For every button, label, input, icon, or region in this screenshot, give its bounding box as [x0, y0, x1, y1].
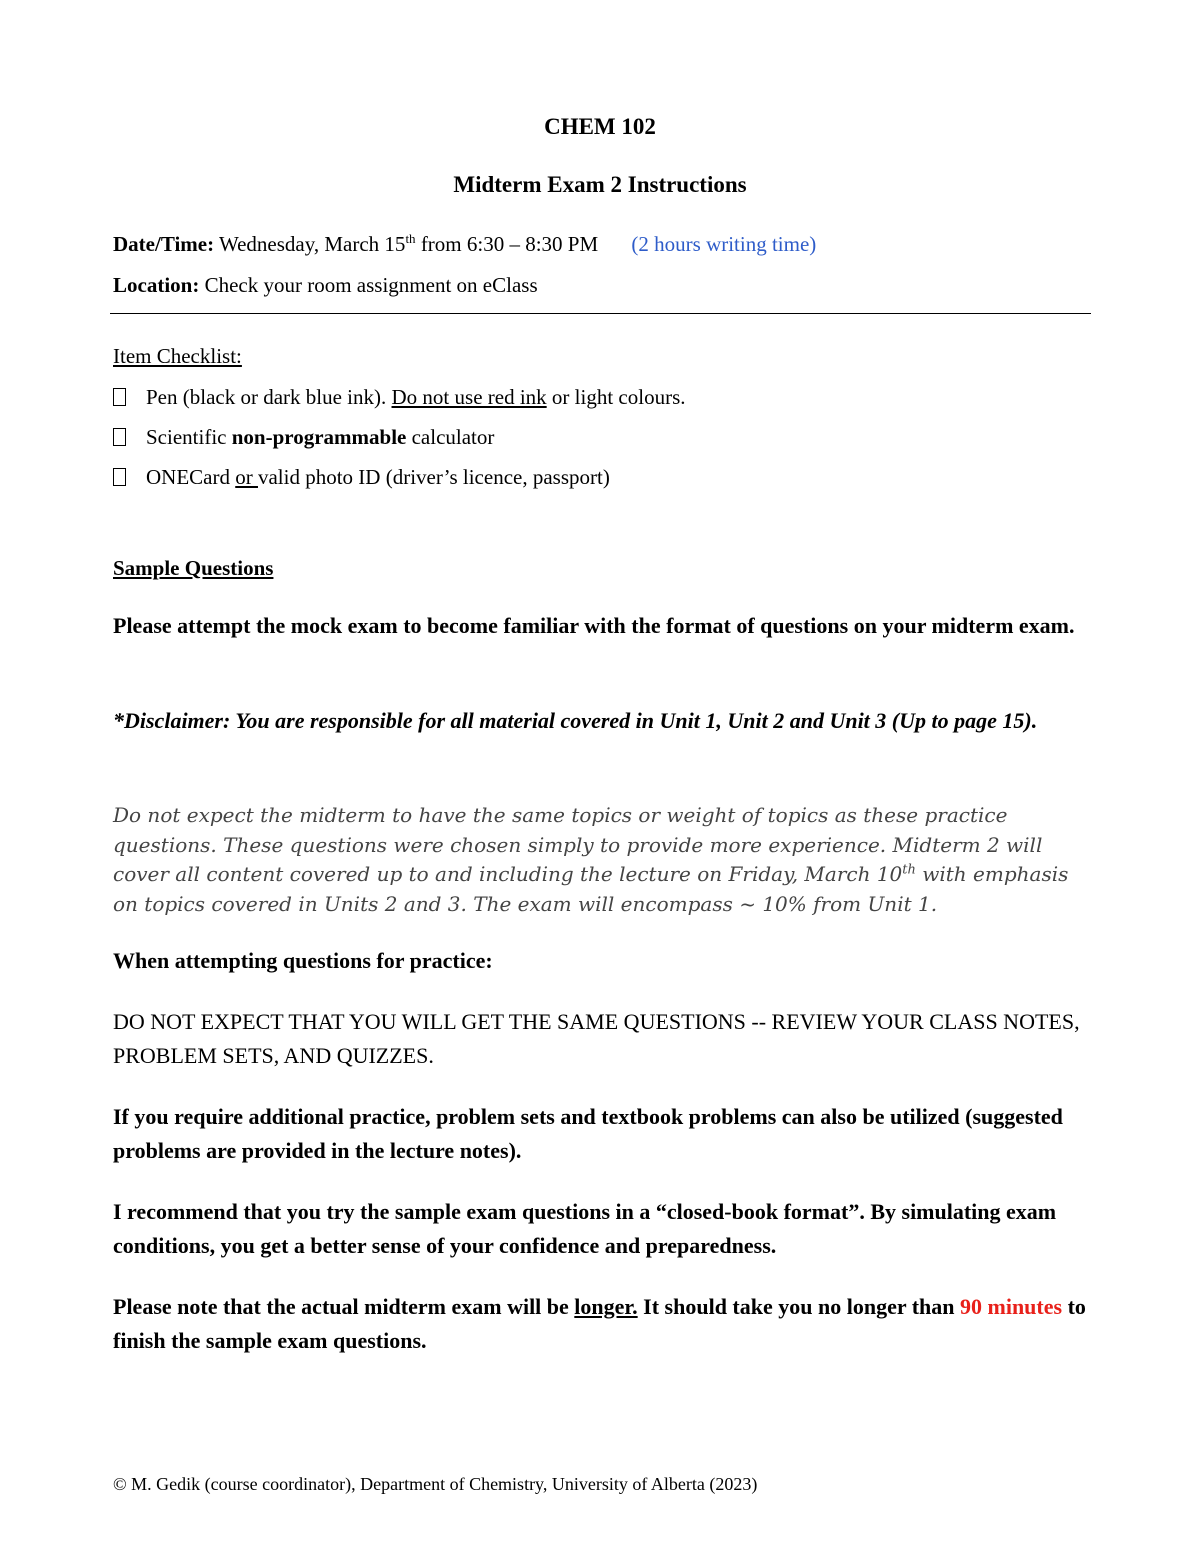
footer-copyright: © M. Gedik (course coordinator), Department of Chemistry, University of Alberta (2023) [113, 1474, 758, 1494]
time-limit-highlight: 90 minutes [960, 1294, 1063, 1319]
checkbox-icon [113, 468, 126, 486]
recommendation-paragraph: I recommend that you try the sample exam questions in a “closed-book format”. By simulating exam conditions, you get a better sense of your confidence and preparedness. [113, 1199, 1057, 1258]
time-note-paragraph: Please note that the actual midterm exam will be longer. It should take you no longer than 90 minutes to finish the sample exam questions. [113, 1294, 1086, 1353]
sample-questions-heading: Sample Questions [113, 556, 274, 580]
date-label: Date/Time: [113, 232, 215, 256]
disclaimer-paragraph: *Disclaimer: You are responsible for all material covered in Unit 1, Unit 2 and Unit 3 (Up to page 15). [113, 708, 1038, 733]
course-title: CHEM 102 [544, 114, 656, 139]
checkbox-icon [113, 428, 126, 446]
warning-paragraph: DO NOT EXPECT THAT YOU WILL GET THE SAME QUESTIONS -- REVIEW YOUR CLASS NOTES, PROBLEM SETS, AND QUIZZES. [113, 1009, 1080, 1068]
checklist-item-calculator: Scientific non-programmable calculator [113, 425, 494, 450]
date-value: Wednesday, March 15th from 6:30 – 8:30 PM [218, 231, 599, 256]
checkbox-icon [113, 388, 126, 406]
location-value: Check your room assignment on eClass [204, 273, 538, 297]
checklist-item-id: ONECard or valid photo ID (driver’s licence, passport) [113, 465, 610, 490]
intro-paragraph: Please attempt the mock exam to become familiar with the format of questions on your midterm exam. [113, 613, 1075, 638]
location-label: Location: [113, 273, 200, 297]
date-time-line [113, 232, 816, 257]
exam-title: Midterm Exam 2 Instructions [453, 172, 747, 197]
topics-note-paragraph: Do not expect the midterm to have the same topics or weight of topics as these practice questions. These questions were chosen simply to provide more experience. Midterm 2 will cover all content covered up to and including the lecture on Friday, March 10th with emphasis on topics covered in Units 2 and 3. The exam will encompass ~ 10% from Unit 1. [113, 803, 1069, 916]
writing-time-note: (2 hours writing time) [631, 232, 817, 256]
additional-practice-paragraph: If you require additional practice, problem sets and textbook problems can also be utilized (suggested problems are provided in the lecture notes). [113, 1104, 1063, 1163]
practice-heading: When attempting questions for practice: [113, 948, 493, 973]
horizontal-divider [110, 313, 1091, 314]
checklist-heading: Item Checklist: [113, 344, 242, 368]
location-line [113, 273, 538, 298]
checklist-item-pen: Pen (black or dark blue ink). Do not use red ink or light colours. [113, 385, 686, 410]
